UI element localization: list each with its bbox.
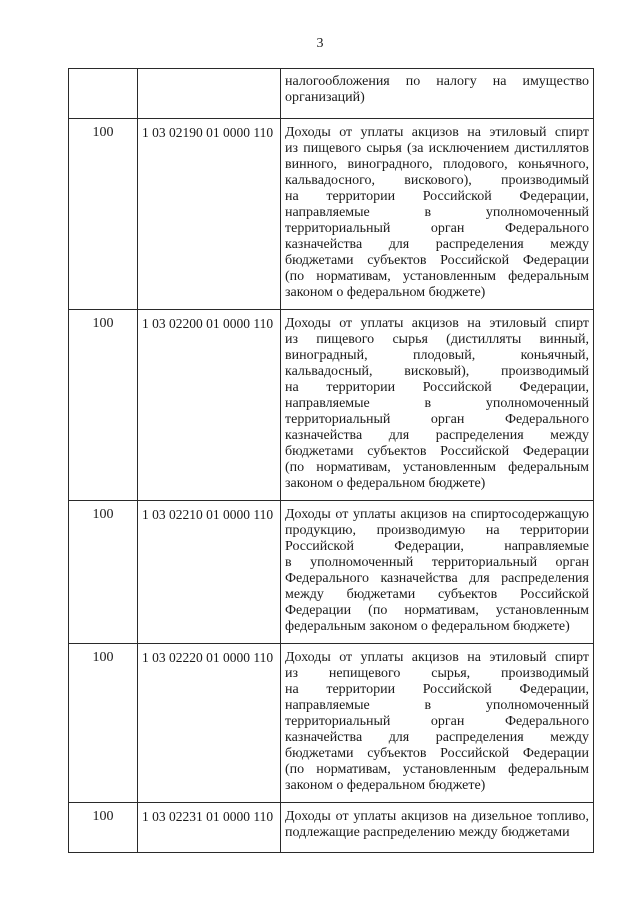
table-body [69, 69, 594, 853]
description-line: бюджетами субъектов Российской Федерации [285, 746, 589, 761]
budget-code-cell: 1 03 02210 01 0000 110 [138, 501, 281, 644]
admin-code-cell [69, 69, 138, 119]
description-line: Доходы от уплаты акцизов на этиловый спирт [285, 650, 589, 665]
budget-code-cell: 1 03 02220 01 0000 110 [138, 644, 281, 803]
description-line: на территории Российской Федерации, [285, 380, 589, 395]
description-line: (по нормативам, установленным федеральным [285, 460, 589, 475]
description-line: организаций) [285, 90, 365, 105]
description-line: казначейства для распределения между [285, 237, 589, 252]
description-line: (по нормативам, установленным федеральным [285, 269, 589, 284]
description-line: виноградный, плодовый, коньячный, [285, 348, 589, 363]
description-line: Доходы от уплаты акцизов на спиртосодержащую [285, 507, 589, 522]
description-line: Федерального казначейства для распределения [285, 571, 589, 586]
description-line: направляемые в уполномоченный [285, 396, 589, 411]
description-line: на территории Российской Федерации, [285, 682, 589, 697]
admin-code-cell: 100 [69, 644, 138, 803]
table-row [69, 310, 594, 501]
revenue-codes-table [68, 68, 594, 853]
table-row [69, 119, 594, 310]
table-row [69, 644, 594, 803]
description-line: из непищевого сырья, производимый [285, 666, 589, 681]
description-line: направляемые в уполномоченный [285, 205, 589, 220]
table-row [69, 69, 594, 119]
admin-code-cell: 100 [69, 119, 138, 310]
description-line: казначейства для распределения между [285, 428, 589, 443]
description-line: в уполномоченный территориальный орган [285, 555, 589, 570]
description-line: из пищевого сырья (за исключением дистиллятов [285, 141, 589, 156]
description-line: (по нормативам, установленным федеральным [285, 762, 589, 777]
description-line: бюджетами субъектов Российской Федерации [285, 253, 589, 268]
budget-code-cell [138, 69, 281, 119]
description-line: Федерации (по нормативам, установленным [285, 603, 589, 618]
description-line: территориальный орган Федерального [285, 221, 589, 236]
description-line: Доходы от уплаты акцизов на этиловый спирт [285, 316, 589, 331]
budget-code-cell: 1 03 02200 01 0000 110 [138, 310, 281, 501]
description-line: казначейства для распределения между [285, 730, 589, 745]
description-line: территориальный орган Федерального [285, 714, 589, 729]
description-cell [281, 69, 594, 119]
admin-code-cell: 100 [69, 310, 138, 501]
description-cell [281, 803, 594, 853]
description-line: подлежащие распределению между бюджетами [285, 825, 570, 840]
description-line: законом о федеральном бюджете) [285, 778, 486, 793]
page-number: 3 [316, 36, 324, 51]
description-line: на территории Российской Федерации, [285, 189, 589, 204]
table-row [69, 501, 594, 644]
description-line: законом о федеральном бюджете) [285, 476, 486, 491]
admin-code-cell: 100 [69, 803, 138, 853]
description-line: продукцию, производимую на территории [285, 523, 589, 538]
description-cell [281, 644, 594, 803]
description-line: законом о федеральном бюджете) [285, 285, 486, 300]
description-cell [281, 310, 594, 501]
description-line: территориальный орган Федерального [285, 412, 589, 427]
description-line: кальвадосного, вискового), производимый [285, 173, 589, 188]
budget-code-cell: 1 03 02190 01 0000 110 [138, 119, 281, 310]
description-line: кальвадосный, висковый), производимый [285, 364, 589, 379]
description-line: федеральным законом о федеральном бюджете) [285, 619, 570, 634]
description-line: из пищевого сырья (дистилляты винный, [285, 332, 589, 347]
table-row [69, 803, 594, 853]
description-line: Доходы от уплаты акцизов на этиловый спирт [285, 125, 589, 140]
description-line: налогообложения по налогу на имущество [285, 74, 589, 89]
description-cell [281, 501, 594, 644]
description-line: винного, виноградного, плодового, коньячного, [285, 157, 589, 172]
description-line: бюджетами субъектов Российской Федерации [285, 444, 589, 459]
admin-code-cell: 100 [69, 501, 138, 644]
description-line: направляемые в уполномоченный [285, 698, 589, 713]
description-cell [281, 119, 594, 310]
description-line: между бюджетами субъектов Российской [285, 587, 589, 602]
description-line: Доходы от уплаты акцизов на дизельное топливо, [285, 809, 589, 824]
budget-code-cell: 1 03 02231 01 0000 110 [138, 803, 281, 853]
description-line: Российской Федерации, направляемые [285, 539, 589, 554]
